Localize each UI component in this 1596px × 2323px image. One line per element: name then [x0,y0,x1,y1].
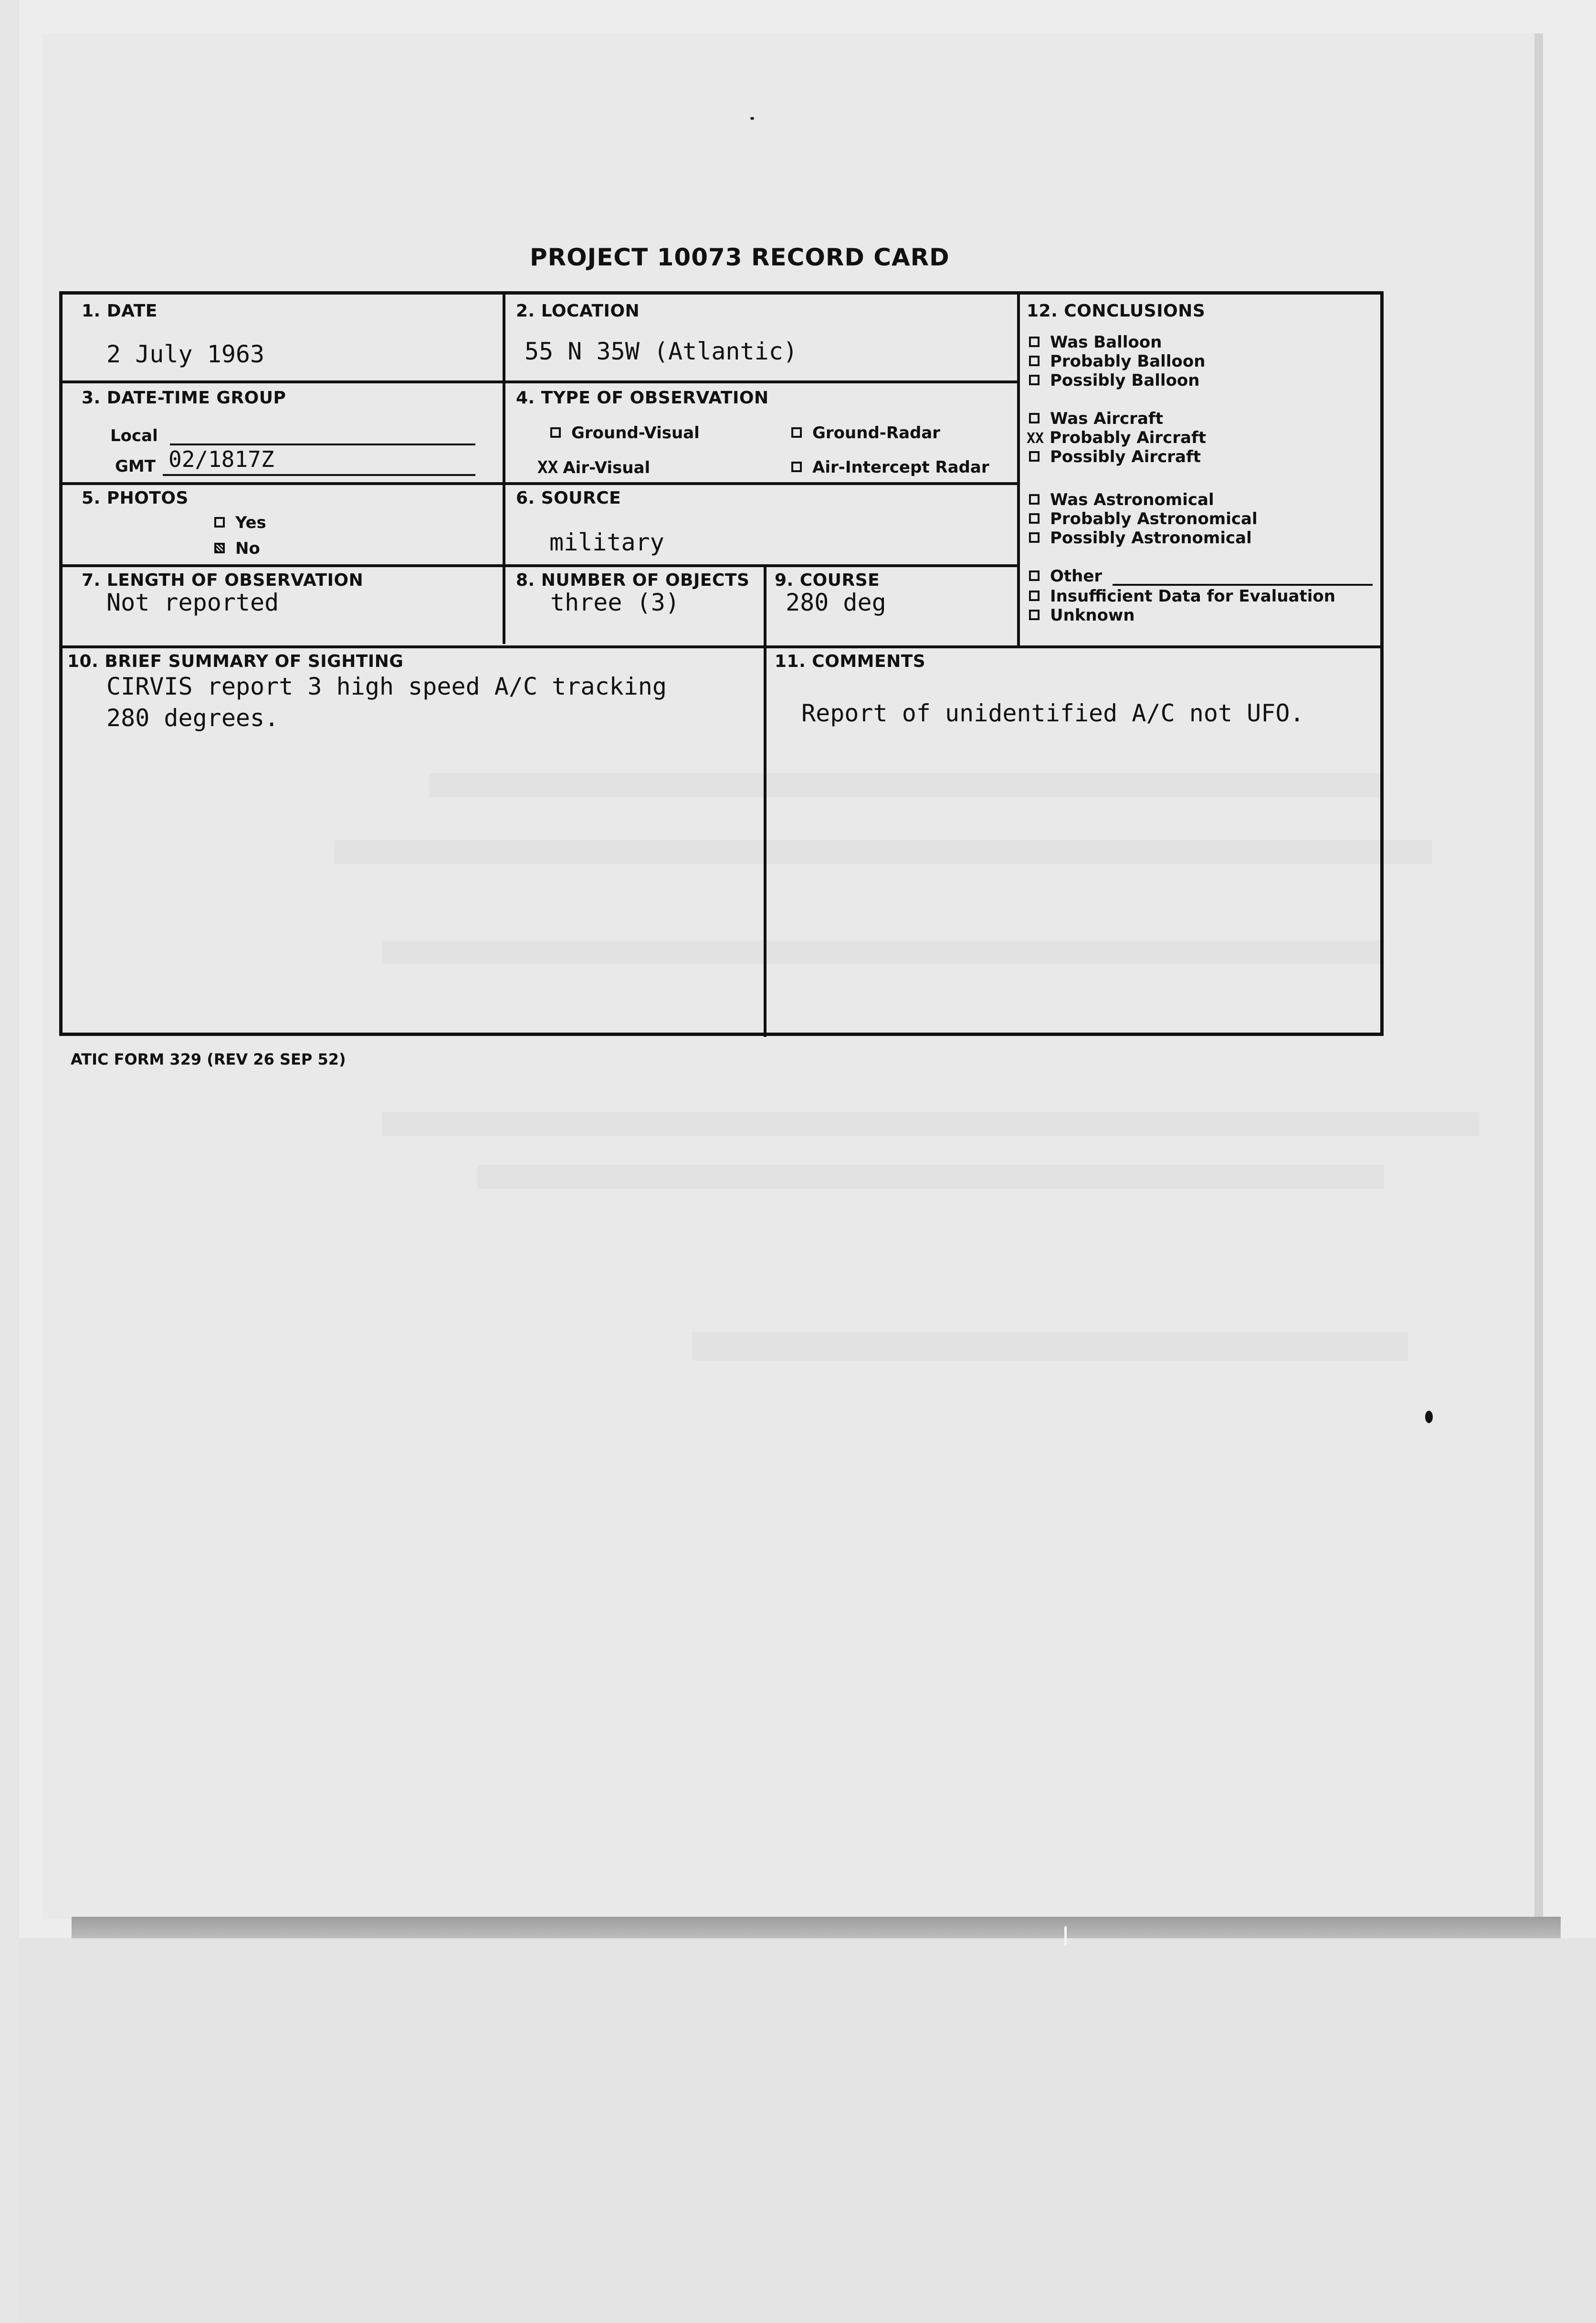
conclusion-text: Probably Balloon [1050,352,1206,371]
date-label: 1. DATE [82,301,158,321]
ground-radar-text: Ground-Radar [812,423,941,443]
air-visual-check-mark[interactable]: XX [537,458,558,477]
length-label: 7. LENGTH OF OBSERVATION [82,570,364,590]
grid-hline-4 [63,645,1384,648]
grid-hline-3 [63,564,1017,567]
conclusion-text: Was Astronomical [1050,490,1214,509]
summary-label: 10. BRIEF SUMMARY OF SIGHTING [67,652,404,671]
conclusion-text: Probably Aircraft [1050,428,1207,447]
air-intercept-radar-option[interactable] [791,458,989,477]
bleed-through-5 [477,1165,1384,1189]
dust-speck [750,117,754,120]
dtg-label: 3. DATE-TIME GROUP [82,388,286,408]
photos-label: 5. PHOTOS [82,488,189,508]
local-label: Local [110,426,158,445]
conclusion-text: Possibly Balloon [1050,371,1200,390]
conclusion-probably-balloon[interactable] [1029,352,1205,371]
conclusions-label: 12. CONCLUSIONS [1027,301,1206,321]
num-objects-value: three (3) [550,589,680,616]
card-title: PROJECT 10073 RECORD CARD [530,243,950,271]
gmt-value: 02/1817Z [168,446,274,472]
summary-line-1: CIRVIS report 3 high speed A/C tracking [106,673,667,700]
dust-speck [1425,1411,1433,1423]
air-visual-option[interactable] [537,458,650,477]
grid-vline-c [1017,295,1020,648]
grid-vline-a [503,295,505,644]
photos-yes-option[interactable] [214,513,266,532]
conclusion-checkbox[interactable] [1029,610,1040,620]
air-intercept-radar-checkbox[interactable] [791,462,802,472]
conclusion-checkbox[interactable] [1029,356,1040,366]
photos-yes-text: Yes [235,513,266,532]
photos-no-option[interactable] [214,539,260,558]
conclusion-possibly-astronomical[interactable] [1029,528,1252,548]
photos-yes-checkbox[interactable] [214,517,225,528]
conclusion-text: Insufficient Data for Evaluation [1050,587,1335,606]
bleed-through-6 [692,1332,1408,1361]
conclusion-text: Was Balloon [1050,333,1162,352]
grid-hline-1 [63,380,1017,383]
film-margin [19,1938,1596,2323]
form-number-footer: ATIC FORM 329 (REV 26 SEP 52) [71,1050,346,1068]
conclusion-was-aircraft[interactable] [1029,409,1163,428]
conclusion-insufficient-data[interactable] [1029,587,1335,606]
conclusion-possibly-balloon[interactable] [1029,371,1200,390]
conclusion-other[interactable] [1029,567,1102,586]
dust-speck [1064,1926,1067,1945]
air-visual-text: Air-Visual [563,458,651,477]
conclusion-text: Was Aircraft [1050,409,1163,428]
film-border [0,0,19,2323]
bleed-through-4 [382,1112,1480,1136]
conclusion-probably-astronomical[interactable] [1029,509,1258,528]
sheet-edge-shadow [72,1917,1561,1938]
conclusion-checkbox[interactable] [1029,570,1040,581]
record-card-form [59,291,1384,1036]
comments-value: Report of unidentified A/C not UFO. [801,699,1304,727]
conclusion-text: Other [1050,567,1102,586]
ground-radar-option[interactable] [791,423,940,443]
location-label: 2. LOCATION [516,301,640,321]
conclusion-checkbox[interactable] [1029,375,1040,385]
air-intercept-radar-text: Air-Intercept Radar [812,458,989,477]
conclusion-checkbox[interactable] [1029,494,1040,505]
conclusion-text: Probably Astronomical [1050,509,1258,528]
conclusion-checkbox[interactable] [1029,532,1040,543]
conclusion-was-balloon[interactable] [1029,333,1162,352]
ground-visual-option[interactable] [550,423,700,443]
conclusion-possibly-aircraft[interactable] [1029,447,1201,466]
length-value: Not reported [106,589,279,616]
other-underline [1113,584,1373,586]
course-value: 280 deg [786,589,886,616]
source-value: military [549,528,664,556]
num-objects-label: 8. NUMBER OF OBJECTS [516,570,750,590]
conclusion-checkbox[interactable] [1029,451,1040,462]
conclusion-was-astronomical[interactable] [1029,490,1214,509]
grid-vline-b [764,564,766,646]
ground-visual-text: Ground-Visual [571,423,700,443]
comments-label: 11. COMMENTS [775,652,926,671]
grid-hline-2 [63,482,1017,485]
conclusion-checkbox[interactable] [1029,513,1040,524]
photos-no-text: No [235,539,260,558]
source-label: 6. SOURCE [516,488,621,508]
ground-radar-checkbox[interactable] [791,427,802,438]
type-observation-label: 4. TYPE OF OBSERVATION [516,388,769,408]
gmt-underline [163,474,475,476]
conclusion-checkbox[interactable] [1029,337,1040,347]
date-value: 2 July 1963 [106,340,265,368]
conclusion-unknown[interactable] [1029,606,1135,625]
grid-vline-d [764,645,766,1037]
conclusion-text: Possibly Aircraft [1050,447,1201,466]
summary-line-2: 280 degrees. [106,704,279,732]
conclusion-checkbox[interactable] [1029,591,1040,601]
course-label: 9. COURSE [775,570,880,590]
ground-visual-checkbox[interactable] [550,427,561,438]
photos-no-checkbox[interactable] [214,543,225,553]
local-underline [170,443,475,445]
conclusion-probably-aircraft[interactable] [1027,428,1206,447]
conclusion-text: Possibly Astronomical [1050,528,1252,548]
location-value: 55 N 35W (Atlantic) [525,338,798,365]
probably-aircraft-check-mark[interactable]: XX [1027,430,1044,447]
conclusion-checkbox[interactable] [1029,413,1040,423]
conclusion-text: Unknown [1050,606,1135,625]
gmt-label: GMT [115,457,156,476]
